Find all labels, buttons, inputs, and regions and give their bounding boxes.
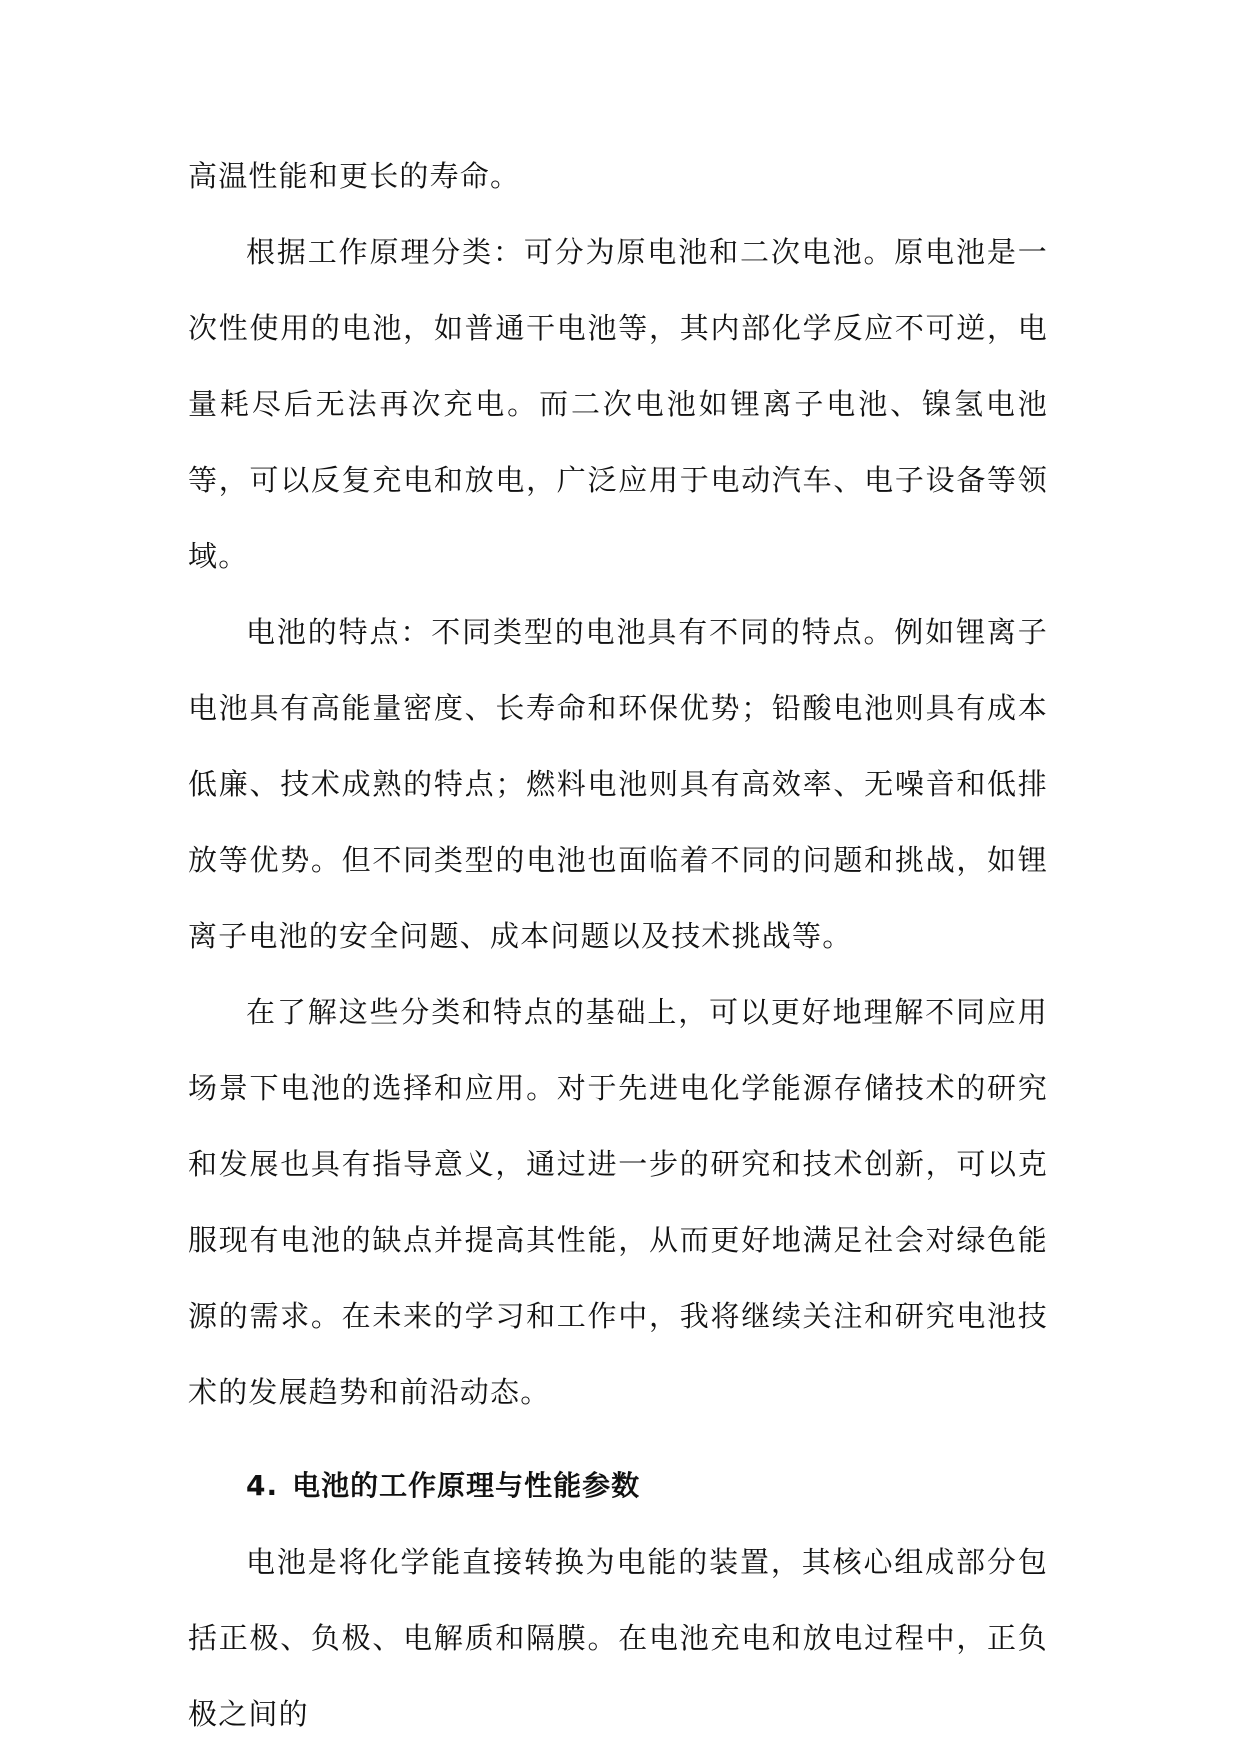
paragraph-classification-by-principle: 根据工作原理分类：可分为原电池和二次电池。原电池是一次性使用的电池，如普通干电池等，其内部化学反应不可逆，电量耗尽后无法再次充电。而二次电池如锂离子电池、镍氢电池等，可以反复充电和放电，广泛应用于电动汽车、电子设备等领域。	[188, 235, 1048, 573]
paragraph-working-principle: 电池是将化学能直接转换为电能的装置，其核心组成部分包括正极、负极、电解质和隔膜。在电池充电和放电过程中，正负极之间的	[188, 1545, 1048, 1731]
section-title: 电池的工作原理与性能参数	[292, 1469, 641, 1502]
document-body	[188, 138, 1048, 1752]
section-heading	[188, 1448, 1048, 1524]
paragraph-summary: 在了解这些分类和特点的基础上，可以更好地理解不同应用场景下电池的选择和应用。对于先进电化学能源存储技术的研究和发展也具有指导意义，通过进一步的研究和技术创新，可以克服现有电池的缺点并提高其性能，从而更好地满足社会对绿色能源的需求。在未来的学习和工作中，我将继续关注和研究电池技术的发展趋势和前沿动态。	[188, 995, 1048, 1409]
paragraph-continuation: 高温性能和更长的寿命。	[188, 159, 521, 193]
paragraph-battery-characteristics: 电池的特点：不同类型的电池具有不同的特点。例如锂离子电池具有高能量密度、长寿命和环保优势；铅酸电池则具有成本低廉、技术成熟的特点；燃料电池则具有高效率、无噪音和低排放等优势。但不同类型的电池也面临着不同的问题和挑战，如锂离子电池的安全问题、成本问题以及技术挑战等。	[188, 615, 1048, 953]
section-number: 4.	[246, 1469, 279, 1502]
